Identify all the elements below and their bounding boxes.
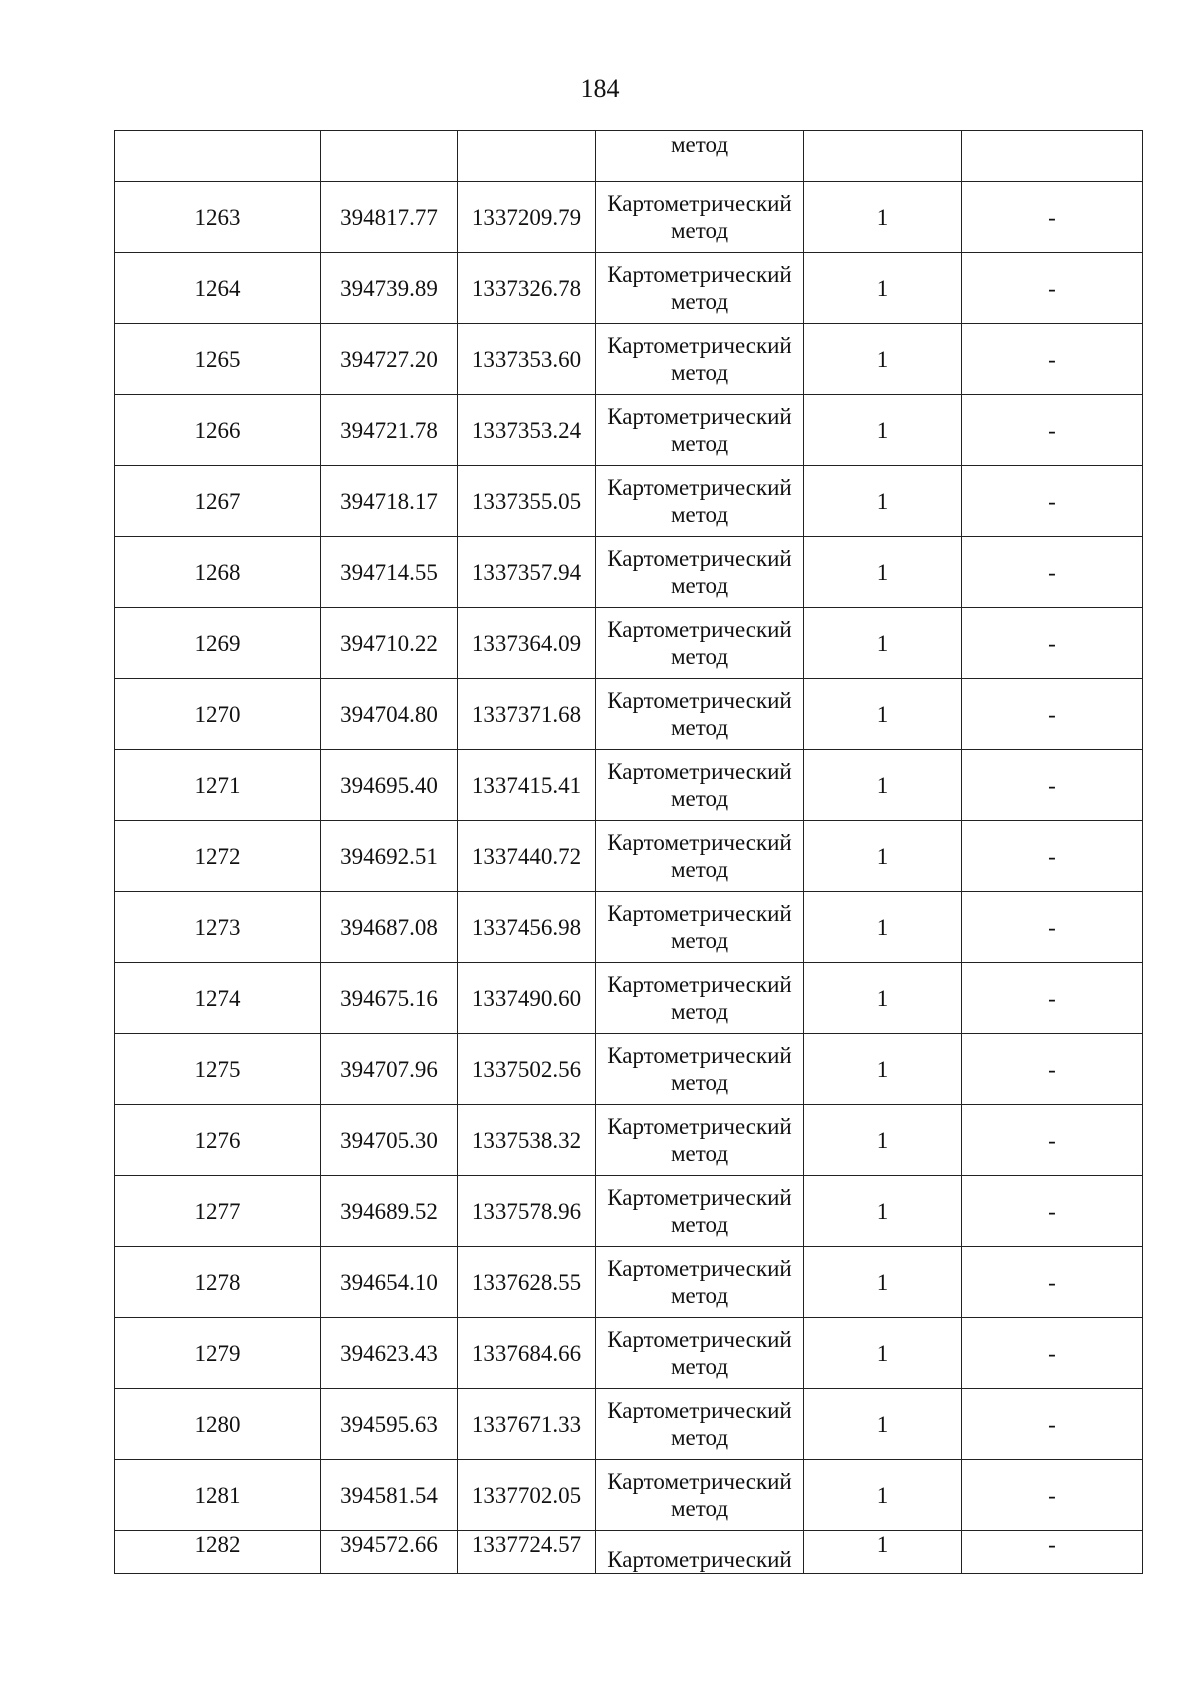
point-id-cell: 1279 <box>115 1318 321 1389</box>
note-cell: - <box>962 1034 1143 1105</box>
accuracy-cell: 1 <box>804 679 962 750</box>
method-line-2: метод <box>670 1496 729 1521</box>
note-cell: - <box>962 1389 1143 1460</box>
point-id-cell: 1272 <box>115 821 321 892</box>
y-coordinate-cell: 1337671.33 <box>458 1389 596 1460</box>
method-line-1: Картометрический <box>607 191 792 216</box>
point-id-cell: 1263 <box>115 182 321 253</box>
accuracy-cell: 1 <box>804 1389 962 1460</box>
method-line-1: Картометрический <box>607 262 792 287</box>
x-coordinate-cell: 394695.40 <box>321 750 458 821</box>
y-coordinate-cell: 1337702.05 <box>458 1460 596 1531</box>
y-coordinate-cell: 1337357.94 <box>458 537 596 608</box>
table-row <box>115 253 1143 324</box>
point-id-cell: 1266 <box>115 395 321 466</box>
method-line-2: метод <box>670 289 729 314</box>
table-row <box>115 1105 1143 1176</box>
x-coordinate-cell: 394689.52 <box>321 1176 458 1247</box>
accuracy-cell: 1 <box>804 253 962 324</box>
x-coordinate-cell: 394718.17 <box>321 466 458 537</box>
method-cell <box>596 395 804 466</box>
x-coordinate-cell: 394692.51 <box>321 821 458 892</box>
point-id-cell: 1268 <box>115 537 321 608</box>
method-line-2: метод <box>670 218 729 243</box>
point-id-cell: 1277 <box>115 1176 321 1247</box>
x-coordinate-cell: 394710.22 <box>321 608 458 679</box>
point-id-cell: 1265 <box>115 324 321 395</box>
method-line-1: Картометрический <box>607 830 792 855</box>
method-cell <box>596 537 804 608</box>
note-cell: - <box>962 395 1143 466</box>
note-cell: - <box>962 1460 1143 1531</box>
method-line-2: метод <box>670 1283 729 1308</box>
y-coordinate-cell: 1337538.32 <box>458 1105 596 1176</box>
note-cell: - <box>962 750 1143 821</box>
method-line-2: метод <box>670 1141 729 1166</box>
method-line-2: метод <box>670 1354 729 1379</box>
x-coordinate-cell: 394714.55 <box>321 537 458 608</box>
accuracy-cell: 1 <box>804 821 962 892</box>
point-id-cell: 1278 <box>115 1247 321 1318</box>
y-coordinate-cell: 1337456.98 <box>458 892 596 963</box>
table-row-last <box>115 1531 1143 1574</box>
method-cell <box>596 750 804 821</box>
point-id-cell: 1275 <box>115 1034 321 1105</box>
x-coordinate-cell: 394572.66 <box>321 1531 458 1574</box>
method-line-1: Картометрический <box>607 333 792 358</box>
note-cell: - <box>962 537 1143 608</box>
method-cell <box>596 1247 804 1318</box>
method-line-2: метод <box>670 857 729 882</box>
table-row <box>115 750 1143 821</box>
table-row <box>115 963 1143 1034</box>
note-cell: - <box>962 892 1143 963</box>
continuation-row <box>115 131 1143 182</box>
method-cell <box>596 679 804 750</box>
method-line-1: Картометрический <box>607 475 792 500</box>
method-line-2: метод <box>670 431 729 456</box>
note-cell: - <box>962 963 1143 1034</box>
method-cell <box>596 182 804 253</box>
point-id-cell: 1264 <box>115 253 321 324</box>
method-cell <box>596 253 804 324</box>
accuracy-cell: 1 <box>804 750 962 821</box>
table-row <box>115 1034 1143 1105</box>
method-line-1: Картометрический <box>607 901 792 926</box>
method-line-1: Картометрический <box>607 404 792 429</box>
x-coordinate-cell: 394595.63 <box>321 1389 458 1460</box>
table-row <box>115 182 1143 253</box>
method-cell <box>596 608 804 679</box>
table-row <box>115 395 1143 466</box>
x-coordinate-cell: 394654.10 <box>321 1247 458 1318</box>
accuracy-cell: 1 <box>804 1460 962 1531</box>
x-coordinate-cell <box>321 131 458 182</box>
accuracy-cell: 1 <box>804 324 962 395</box>
point-id-cell: 1282 <box>115 1531 321 1574</box>
accuracy-cell: 1 <box>804 1247 962 1318</box>
table-row <box>115 324 1143 395</box>
method-line-1: Картометрический <box>607 1043 792 1068</box>
table-row <box>115 1318 1143 1389</box>
table-row <box>115 608 1143 679</box>
method-cell <box>596 324 804 395</box>
note-cell: - <box>962 821 1143 892</box>
method-line-2: метод <box>670 928 729 953</box>
note-cell: - <box>962 182 1143 253</box>
method-cell <box>596 1318 804 1389</box>
accuracy-cell: 1 <box>804 395 962 466</box>
note-cell: - <box>962 324 1143 395</box>
table-row <box>115 537 1143 608</box>
x-coordinate-cell: 394705.30 <box>321 1105 458 1176</box>
method-line-1: Картометрический <box>607 1469 792 1494</box>
method-cell <box>596 1105 804 1176</box>
y-coordinate-cell: 1337364.09 <box>458 608 596 679</box>
method-line-2: метод <box>670 644 729 669</box>
point-id-cell: 1270 <box>115 679 321 750</box>
note-cell <box>962 131 1143 182</box>
note-cell: - <box>962 1247 1143 1318</box>
method-line-1: Картометрический <box>607 688 792 713</box>
method-line-1: Картометрический <box>607 1327 792 1352</box>
method-line-1: Картометрический <box>607 617 792 642</box>
note-cell: - <box>962 1531 1143 1574</box>
y-coordinate-cell: 1337440.72 <box>458 821 596 892</box>
method-cell <box>596 821 804 892</box>
accuracy-cell: 1 <box>804 1034 962 1105</box>
x-coordinate-cell: 394581.54 <box>321 1460 458 1531</box>
table-row <box>115 1389 1143 1460</box>
point-id-cell: 1273 <box>115 892 321 963</box>
x-coordinate-cell: 394817.77 <box>321 182 458 253</box>
y-coordinate-cell: 1337209.79 <box>458 182 596 253</box>
accuracy-cell: 1 <box>804 1531 962 1574</box>
method-tail-text: метод <box>670 132 729 157</box>
note-cell: - <box>962 1176 1143 1247</box>
x-coordinate-cell: 394687.08 <box>321 892 458 963</box>
method-line-2: метод <box>670 999 729 1024</box>
note-cell: - <box>962 1105 1143 1176</box>
method-line-2: метод <box>670 1212 729 1237</box>
accuracy-cell: 1 <box>804 537 962 608</box>
accuracy-cell: 1 <box>804 466 962 537</box>
method-cell <box>596 1034 804 1105</box>
method-cell <box>596 1176 804 1247</box>
point-id-cell: 1271 <box>115 750 321 821</box>
accuracy-cell: 1 <box>804 892 962 963</box>
method-line-1: Картометрический <box>607 759 792 784</box>
accuracy-cell: 1 <box>804 963 962 1034</box>
method-line-2: метод <box>670 502 729 527</box>
x-coordinate-cell: 394727.20 <box>321 324 458 395</box>
y-coordinate-cell <box>458 131 596 182</box>
y-coordinate-cell: 1337578.96 <box>458 1176 596 1247</box>
method-cell <box>596 466 804 537</box>
method-line-2: метод <box>670 1070 729 1095</box>
point-id-cell: 1276 <box>115 1105 321 1176</box>
method-line-1: Картометрический <box>607 1185 792 1210</box>
accuracy-cell: 1 <box>804 1105 962 1176</box>
x-coordinate-cell: 394707.96 <box>321 1034 458 1105</box>
accuracy-cell <box>804 131 962 182</box>
note-cell: - <box>962 1318 1143 1389</box>
accuracy-cell: 1 <box>804 182 962 253</box>
point-id-cell <box>115 131 321 182</box>
note-cell: - <box>962 679 1143 750</box>
method-cell <box>596 1460 804 1531</box>
method-line-2: метод <box>670 1425 729 1450</box>
note-cell: - <box>962 608 1143 679</box>
y-coordinate-cell: 1337353.60 <box>458 324 596 395</box>
method-line-2: метод <box>670 715 729 740</box>
y-coordinate-cell: 1337355.05 <box>458 466 596 537</box>
method-cell <box>596 963 804 1034</box>
y-coordinate-cell: 1337628.55 <box>458 1247 596 1318</box>
method-cell <box>596 1389 804 1460</box>
x-coordinate-cell: 394704.80 <box>321 679 458 750</box>
x-coordinate-cell: 394675.16 <box>321 963 458 1034</box>
table-row <box>115 466 1143 537</box>
y-coordinate-cell: 1337684.66 <box>458 1318 596 1389</box>
point-id-cell: 1274 <box>115 963 321 1034</box>
y-coordinate-cell: 1337724.57 <box>458 1531 596 1574</box>
method-cell: Картометрический <box>596 1531 804 1574</box>
method-line-1: Картометрический <box>607 1398 792 1423</box>
table-row <box>115 1176 1143 1247</box>
x-coordinate-cell: 394739.89 <box>321 253 458 324</box>
x-coordinate-cell: 394623.43 <box>321 1318 458 1389</box>
table-row <box>115 1460 1143 1531</box>
y-coordinate-cell: 1337502.56 <box>458 1034 596 1105</box>
y-coordinate-cell: 1337415.41 <box>458 750 596 821</box>
point-id-cell: 1280 <box>115 1389 321 1460</box>
note-cell: - <box>962 466 1143 537</box>
point-id-cell: 1269 <box>115 608 321 679</box>
table-row <box>115 821 1143 892</box>
x-coordinate-cell: 394721.78 <box>321 395 458 466</box>
coordinates-table <box>114 130 1143 1574</box>
y-coordinate-cell: 1337490.60 <box>458 963 596 1034</box>
method-line-2: метод <box>670 360 729 385</box>
y-coordinate-cell: 1337326.78 <box>458 253 596 324</box>
accuracy-cell: 1 <box>804 1318 962 1389</box>
method-line-1: Картометрический <box>607 972 792 997</box>
note-cell: - <box>962 253 1143 324</box>
table-body <box>115 131 1143 1574</box>
table-row <box>115 892 1143 963</box>
point-id-cell: 1267 <box>115 466 321 537</box>
y-coordinate-cell: 1337353.24 <box>458 395 596 466</box>
method-line-1: Картометрический <box>607 1256 792 1281</box>
method-cell <box>596 131 804 182</box>
method-cell <box>596 892 804 963</box>
point-id-cell: 1281 <box>115 1460 321 1531</box>
table-row <box>115 1247 1143 1318</box>
method-line-1: Картометрический <box>607 546 792 571</box>
accuracy-cell: 1 <box>804 1176 962 1247</box>
accuracy-cell: 1 <box>804 608 962 679</box>
page-number: 184 <box>580 74 620 103</box>
y-coordinate-cell: 1337371.68 <box>458 679 596 750</box>
table-row <box>115 679 1143 750</box>
method-line-1: Картометрический <box>607 1114 792 1139</box>
method-line-2: метод <box>670 786 729 811</box>
method-line-2: метод <box>670 573 729 598</box>
